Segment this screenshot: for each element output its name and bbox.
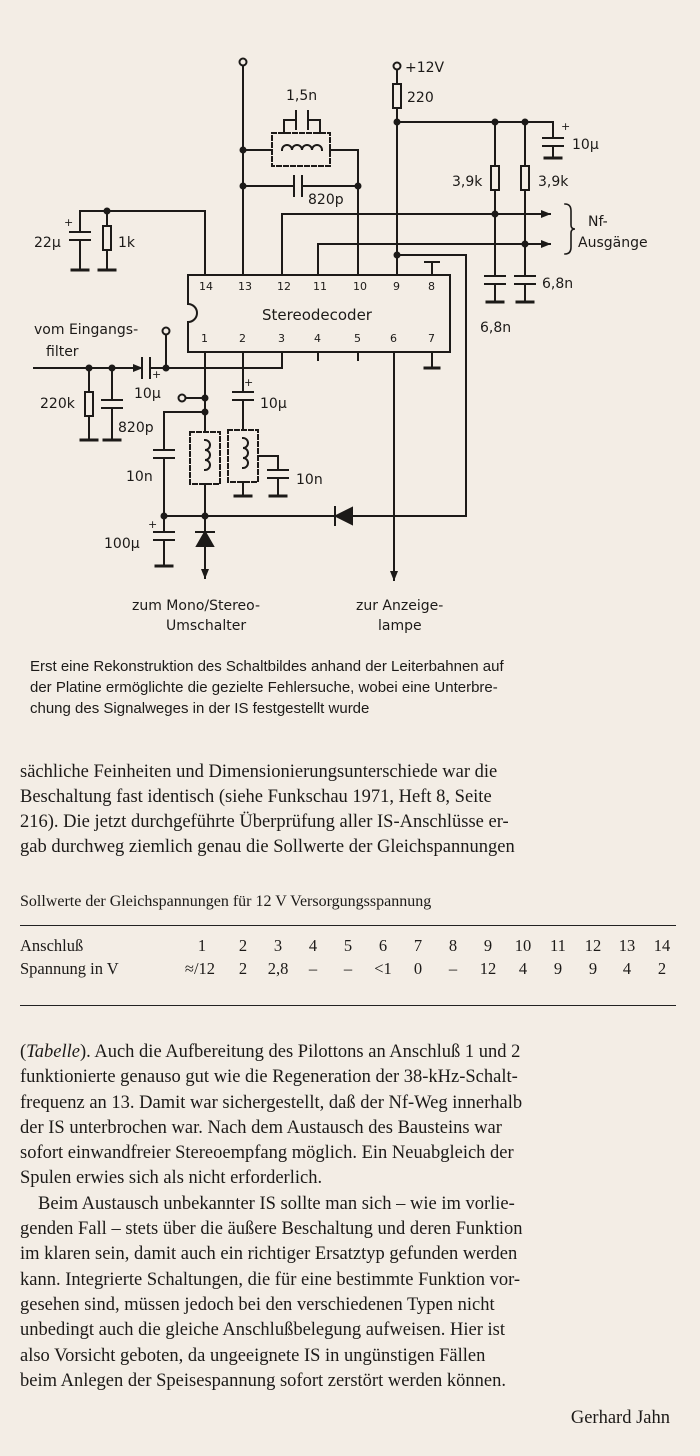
table-cell: 9 — [483, 936, 493, 955]
table-cell: 12 — [584, 936, 602, 955]
output-label: zur Anzeige- — [356, 598, 444, 614]
paragraph-2 — [20, 1040, 680, 1394]
component-label: 6,8n — [542, 276, 574, 292]
table-cell: 7 — [413, 936, 423, 955]
table-cell: 9 — [588, 959, 598, 978]
component-label: 10n — [126, 469, 153, 485]
pin-label: 12 — [277, 280, 291, 293]
text-line: funktionierte genauso gut wie die Regeneration der 38-kHz-Schalt- — [20, 1067, 518, 1088]
table-cell: – — [343, 959, 353, 978]
table-cell: 3 — [273, 936, 283, 955]
component-label: 820p — [308, 192, 344, 208]
table-row-voltages — [20, 959, 680, 983]
ic-label: Stereodecoder — [262, 306, 372, 324]
table-rule-bottom — [20, 1005, 676, 1006]
text-line: der IS unterbrochen war. Nach dem Austausch des Bausteins war — [20, 1117, 502, 1138]
text-line: Spulen erwies sich als nicht erforderlich. — [20, 1168, 323, 1189]
table-cell: 9 — [553, 959, 563, 978]
table-cell: 6 — [378, 936, 388, 955]
pin-label: 4 — [314, 332, 321, 345]
component-label: 6,8n — [480, 320, 512, 336]
table-cell: 2,8 — [267, 959, 289, 978]
text-line: sofort einwandfreier Stereoempfang möglich. Ein Neuabgleich der — [20, 1143, 514, 1164]
svg-text:+: + — [148, 518, 158, 531]
table-cell: 12 — [479, 959, 497, 978]
component-label: 10µ — [260, 396, 287, 412]
output-label: zum Mono/Stereo- — [132, 598, 261, 614]
text-line: unbedingt auch die gleiche Anschlußbelegung aufweisen. Hier ist — [20, 1320, 505, 1341]
table-rule-top — [20, 925, 676, 926]
table-cell: 10 — [514, 936, 532, 955]
text-line: genden Fall – stets über die äußere Beschaltung und deren Funktion — [20, 1219, 523, 1240]
table-cell: 14 — [653, 936, 671, 955]
pin-label: 10 — [353, 280, 367, 293]
pin-label: 7 — [428, 332, 435, 345]
component-label: 3,9k — [538, 174, 569, 190]
table-reference: Tabelle — [26, 1042, 80, 1062]
table-cell: 0 — [413, 959, 423, 978]
input-label: vom Eingangs- — [34, 322, 139, 338]
supply-label: +12V — [405, 60, 445, 76]
caption-line: der Platine ermöglichte die gezielte Fehlersuche, wobei eine Unterbre- — [30, 679, 498, 696]
component-label: 10n — [296, 472, 323, 488]
table-cell: 8 — [448, 936, 458, 955]
table-cell: 4 — [622, 959, 632, 978]
text-line: (Tabelle). Auch die Aufbereitung des Pilottons an Anschluß 1 und 2 — [20, 1042, 521, 1062]
pin-label: 1 — [201, 332, 208, 345]
pin-label: 13 — [238, 280, 252, 293]
component-label: 10µ — [572, 137, 599, 153]
author-name: Gerhard Jahn — [570, 1408, 670, 1428]
output-label: Ausgänge — [578, 235, 648, 251]
text-line: frequenz an 13. Damit war sichergestellt, daß der Nf-Weg innerhalb — [20, 1092, 523, 1113]
table-row-pins — [20, 936, 680, 960]
pin-label: 11 — [313, 280, 327, 293]
circuit-schematic — [0, 0, 700, 650]
svg-text:+: + — [561, 120, 571, 133]
table-caption: Sollwerte der Gleichspannungen für 12 V Versorgungsspannung — [20, 893, 432, 910]
table-cell: 1 — [197, 936, 207, 955]
text-line: Beim Austausch unbekannter IS sollte man sich – wie im vorlie- — [38, 1193, 515, 1214]
pin-label: 6 — [390, 332, 397, 345]
component-label: 100µ — [104, 536, 140, 552]
table-cell: 2 — [657, 959, 667, 978]
component-label: 1k — [118, 235, 136, 251]
text-line: gesehen sind, müssen jedoch bei den verschiedenen Typen nicht — [20, 1294, 495, 1315]
component-label: 220 — [407, 90, 434, 106]
table-cell: 2 — [238, 936, 248, 955]
pin-label: 14 — [199, 280, 213, 293]
table-cell: 11 — [550, 936, 566, 955]
pin-label: 3 — [278, 332, 285, 345]
text-line: gab durchweg ziemlich genau die Sollwerte der Gleichspannungen — [20, 837, 515, 857]
table-cell: <1 — [374, 959, 392, 978]
pin-label: 5 — [354, 332, 361, 345]
output-label: Nf- — [588, 214, 608, 230]
component-label: 3,9k — [452, 174, 483, 190]
text-line: 216). Die jetzt durchgeführte Überprüfung aller IS-Anschlüsse er- — [20, 812, 509, 832]
paragraph-1 — [20, 760, 680, 860]
text-line: beim Anlegen der Speisespannung sofort zerstört werden können. — [20, 1370, 507, 1391]
component-label: 1,5n — [286, 88, 318, 104]
output-label: lampe — [378, 618, 422, 634]
pin-label: 2 — [239, 332, 246, 345]
text-line: also Vorsicht geboten, da ungeeignete IS in ungünstigen Fällen — [20, 1345, 486, 1366]
table-cell: 13 — [618, 936, 636, 955]
text-line: kann. Integrierte Schaltungen, die für eine bestimmte Funktion vor- — [20, 1269, 521, 1290]
svg-text:+: + — [64, 216, 74, 229]
component-label: 820p — [118, 420, 154, 436]
component-label: 220k — [40, 396, 75, 412]
caption-line: Erst eine Rekonstruktion des Schaltbildes anhand der Leiterbahnen auf — [30, 658, 504, 675]
text-line: Beschaltung fast identisch (siehe Funkschau 1971, Heft 8, Seite — [20, 787, 492, 807]
caption-line: chung des Signalweges in der IS festgestellt wurde — [30, 700, 370, 717]
svg-text:+: + — [152, 368, 162, 381]
table-cell: ≈/12 — [184, 959, 216, 978]
pin-label: 9 — [393, 280, 400, 293]
text-line: sächliche Feinheiten und Dimensionierungsunterschiede war die — [20, 762, 498, 782]
table-cell: 4 — [308, 936, 318, 955]
text-line: im klaren sein, damit auch ein richtiger Ersatztyp gefunden werden — [20, 1244, 518, 1265]
component-label: 22µ — [34, 235, 61, 251]
output-label: Umschalter — [166, 618, 247, 634]
table-cell: – — [308, 959, 318, 978]
row-label: Anschluß — [20, 936, 84, 955]
table-cell: 2 — [238, 959, 248, 978]
input-label: filter — [46, 344, 79, 360]
pin-label: 8 — [428, 280, 435, 293]
table-cell: 4 — [518, 959, 528, 978]
row-label: Spannung in V — [20, 959, 119, 978]
figure-caption — [30, 656, 670, 719]
svg-text:+: + — [244, 376, 254, 389]
component-label: 10µ — [134, 386, 161, 402]
table-cell: – — [448, 959, 458, 978]
table-cell: 5 — [343, 936, 353, 955]
